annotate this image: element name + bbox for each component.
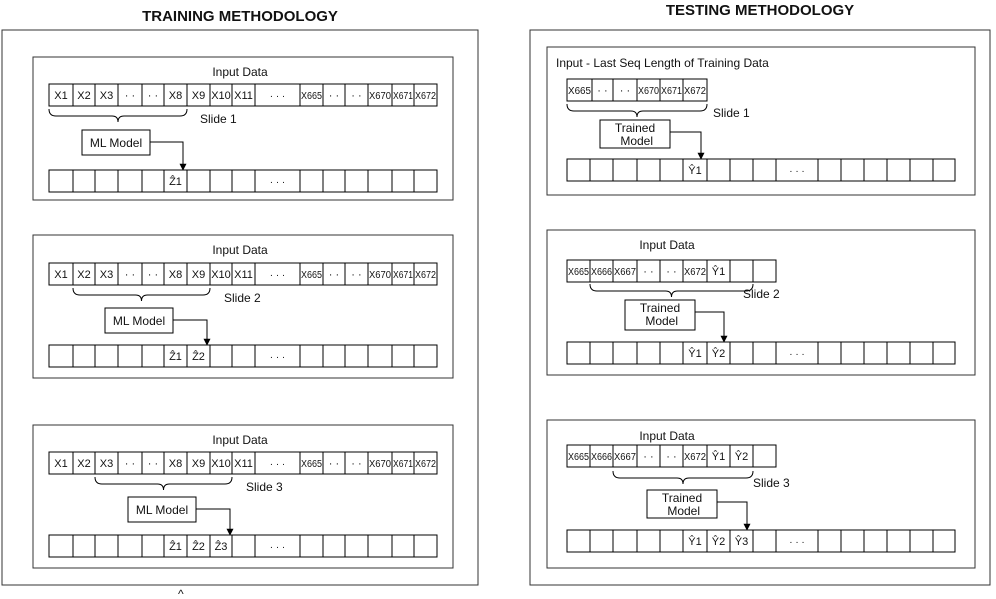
sequence-cell bbox=[142, 535, 164, 557]
sequence-cell bbox=[323, 535, 345, 557]
sequence-cell bbox=[95, 345, 118, 367]
cell-label: X2 bbox=[77, 90, 91, 102]
prediction-arrow bbox=[150, 142, 183, 170]
sequence-cell bbox=[392, 170, 414, 192]
cell-label: X9 bbox=[191, 269, 206, 281]
sequence-cell bbox=[323, 170, 345, 192]
prediction-arrow bbox=[173, 320, 207, 345]
cell-label: X670 bbox=[638, 86, 660, 97]
sequence-cell bbox=[590, 159, 613, 181]
cell-label: X671 bbox=[393, 270, 414, 281]
cell-label: X665 bbox=[301, 91, 323, 102]
cell-label: · · bbox=[328, 269, 340, 281]
cell-label: X665 bbox=[568, 267, 590, 278]
sequence-cell bbox=[818, 159, 841, 181]
sequence-cell bbox=[910, 530, 933, 552]
sequence-cell bbox=[910, 342, 933, 364]
sequence-cell bbox=[730, 260, 753, 282]
sequence-cell bbox=[613, 159, 637, 181]
cell-label: X3 bbox=[99, 90, 114, 102]
cell-label: X3 bbox=[99, 458, 114, 470]
cell-label: · · bbox=[643, 451, 654, 463]
cell-label: X8 bbox=[168, 458, 183, 470]
sequence-cell bbox=[753, 342, 776, 364]
sequence-cell bbox=[613, 530, 637, 552]
window-brace bbox=[590, 284, 753, 297]
sequence-cell bbox=[864, 159, 887, 181]
window-brace bbox=[95, 477, 232, 490]
cell-label: X672 bbox=[415, 459, 437, 470]
sequence-cell bbox=[210, 345, 232, 367]
cell-label: X8 bbox=[168, 90, 183, 102]
sequence-cell bbox=[637, 530, 660, 552]
sequence-cell bbox=[613, 342, 637, 364]
training-frame bbox=[2, 30, 478, 585]
sequence-cell bbox=[637, 342, 660, 364]
cell-label: X672 bbox=[415, 91, 437, 102]
cell-label: X11 bbox=[234, 458, 253, 470]
cell-label: · · bbox=[147, 90, 159, 102]
cell-label: · · bbox=[666, 266, 677, 278]
cell-label: X2 bbox=[77, 458, 91, 470]
ml-model-label: ML Model bbox=[135, 503, 189, 517]
sequence-cell bbox=[933, 159, 955, 181]
sequence-cell bbox=[392, 345, 414, 367]
cell-label: · · bbox=[666, 451, 677, 463]
prediction-arrow bbox=[670, 132, 701, 159]
sequence-cell bbox=[841, 530, 864, 552]
sequence-cell bbox=[730, 159, 753, 181]
cell-label: Ẑ2 bbox=[192, 541, 205, 553]
cell-label: X665 bbox=[568, 452, 590, 463]
cell-label: X672 bbox=[684, 452, 707, 463]
cell-label: · · bbox=[124, 269, 136, 281]
output-sequence-row bbox=[567, 530, 955, 552]
cell-label: Ŷ1 bbox=[688, 536, 702, 548]
cell-label: · · bbox=[351, 269, 362, 281]
slide-label: Slide 2 bbox=[743, 287, 780, 301]
cell-label: · · bbox=[351, 458, 362, 470]
sequence-cell bbox=[118, 345, 142, 367]
cell-label: · · · bbox=[789, 349, 805, 360]
sequence-cell bbox=[660, 530, 683, 552]
sequence-cell bbox=[368, 170, 392, 192]
sequence-cell bbox=[841, 342, 864, 364]
cell-label: Ŷ1 bbox=[711, 266, 726, 278]
sequence-cell bbox=[345, 535, 368, 557]
cell-label: X667 bbox=[614, 452, 637, 463]
sequence-cell bbox=[368, 535, 392, 557]
sequence-cell bbox=[118, 170, 142, 192]
input-data-heading: Input Data bbox=[212, 243, 268, 257]
cell-label: · · bbox=[147, 269, 159, 281]
cell-label: X672 bbox=[684, 267, 707, 278]
cell-label: · · bbox=[124, 90, 136, 102]
window-brace bbox=[73, 288, 210, 301]
prediction-arrow bbox=[196, 509, 230, 535]
input-data-heading: Input Data bbox=[639, 429, 695, 443]
cell-label: X671 bbox=[393, 91, 414, 102]
cell-label: Ŷ3 bbox=[734, 536, 749, 548]
sequence-cell bbox=[841, 159, 864, 181]
training-title: TRAINING METHODOLOGY bbox=[142, 8, 338, 25]
slide-label: Slide 1 bbox=[200, 112, 237, 126]
sequence-cell bbox=[73, 170, 95, 192]
trained-model-label: Trained Model bbox=[661, 491, 703, 518]
cell-label: X10 bbox=[211, 269, 231, 281]
output-sequence-row bbox=[49, 345, 437, 367]
cell-label: X670 bbox=[369, 270, 392, 281]
cell-label: X665 bbox=[301, 459, 323, 470]
cell-label: Ŷ1 bbox=[688, 165, 702, 177]
cell-label: · · bbox=[328, 90, 340, 102]
footnote-caret: ^ bbox=[178, 587, 184, 599]
sequence-cell bbox=[345, 170, 368, 192]
input-sequence-row bbox=[567, 260, 776, 282]
input-sequence-row bbox=[49, 263, 437, 285]
ml-model-label: ML Model bbox=[112, 314, 166, 328]
cell-label: X670 bbox=[369, 91, 392, 102]
prediction-arrow bbox=[717, 502, 747, 530]
slide-label: Slide 3 bbox=[246, 480, 283, 494]
cell-label: Ŷ1 bbox=[688, 348, 702, 360]
sequence-cell bbox=[368, 345, 392, 367]
cell-label: X8 bbox=[168, 269, 183, 281]
cell-label: X665 bbox=[301, 270, 323, 281]
sequence-cell bbox=[567, 159, 590, 181]
sequence-cell bbox=[232, 170, 255, 192]
sequence-cell bbox=[73, 345, 95, 367]
input-sequence-row bbox=[567, 445, 776, 467]
sequence-cell bbox=[753, 260, 776, 282]
cell-label: X1 bbox=[54, 458, 68, 470]
cell-label: Ŷ2 bbox=[711, 536, 726, 548]
slide-label: Slide 2 bbox=[224, 291, 261, 305]
output-sequence-row bbox=[567, 159, 955, 181]
cell-label: X667 bbox=[614, 267, 637, 278]
sequence-cell bbox=[414, 345, 437, 367]
output-sequence-row bbox=[49, 535, 437, 557]
testing-title: TESTING METHODOLOGY bbox=[665, 2, 855, 19]
cell-label: · · bbox=[328, 458, 340, 470]
testing-frame bbox=[530, 30, 990, 585]
sequence-cell bbox=[414, 170, 437, 192]
cell-label: Ẑ1 bbox=[169, 541, 182, 553]
input-data-heading: Input Data bbox=[639, 238, 695, 252]
sequence-cell bbox=[414, 535, 437, 557]
sequence-cell bbox=[887, 159, 910, 181]
cell-label: Ẑ1 bbox=[169, 351, 182, 363]
cell-label: X1 bbox=[54, 269, 68, 281]
cell-label: X672 bbox=[415, 270, 437, 281]
sequence-cell bbox=[392, 535, 414, 557]
trained-model-label: Trained Model bbox=[614, 121, 656, 148]
sequence-cell bbox=[933, 342, 955, 364]
input-sequence-row bbox=[49, 452, 437, 474]
sequence-cell bbox=[730, 342, 753, 364]
cell-label: · · bbox=[619, 85, 631, 97]
cell-label: · · · bbox=[269, 542, 286, 553]
cell-label: X11 bbox=[234, 90, 253, 102]
sequence-cell bbox=[345, 345, 368, 367]
slide-label: Slide 3 bbox=[753, 476, 790, 490]
sequence-cell bbox=[49, 535, 73, 557]
sequence-cell bbox=[864, 342, 887, 364]
cell-label: · · · bbox=[269, 352, 286, 363]
cell-label: X9 bbox=[191, 90, 206, 102]
sequence-cell bbox=[232, 345, 255, 367]
cell-label: X9 bbox=[191, 458, 206, 470]
sequence-cell bbox=[118, 535, 142, 557]
sequence-cell bbox=[818, 530, 841, 552]
cell-label: · · bbox=[351, 90, 362, 102]
sequence-cell bbox=[210, 170, 232, 192]
cell-label: Ẑ2 bbox=[192, 351, 205, 363]
sequence-cell bbox=[187, 170, 210, 192]
cell-label: · · bbox=[147, 458, 159, 470]
sequence-cell bbox=[707, 159, 730, 181]
sequence-cell bbox=[753, 445, 776, 467]
sequence-cell bbox=[933, 530, 955, 552]
cell-label: X3 bbox=[99, 269, 114, 281]
cell-label: Ŷ1 bbox=[711, 451, 726, 463]
sequence-cell bbox=[95, 535, 118, 557]
sequence-cell bbox=[142, 345, 164, 367]
sequence-cell bbox=[864, 530, 887, 552]
cell-label: Ẑ3 bbox=[214, 541, 228, 553]
trained-model-label: Trained Model bbox=[639, 301, 681, 328]
ml-model-label: ML Model bbox=[89, 136, 143, 150]
cell-label: Ŷ2 bbox=[734, 451, 749, 463]
cell-label: · · · bbox=[789, 166, 805, 177]
sequence-cell bbox=[818, 342, 841, 364]
sequence-cell bbox=[590, 530, 613, 552]
input-sequence-row bbox=[49, 84, 437, 106]
cell-label: · · · bbox=[269, 177, 286, 188]
input-sequence-row bbox=[567, 79, 707, 101]
cell-label: X671 bbox=[393, 459, 414, 470]
sequence-cell bbox=[753, 530, 776, 552]
sequence-cell bbox=[660, 342, 683, 364]
sequence-cell bbox=[887, 342, 910, 364]
sequence-cell bbox=[887, 530, 910, 552]
cell-label: · · · bbox=[269, 459, 286, 470]
sequence-cell bbox=[49, 170, 73, 192]
sequence-cell bbox=[590, 342, 613, 364]
sequence-cell bbox=[49, 345, 73, 367]
cell-label: X666 bbox=[591, 267, 613, 278]
cell-label: · · · bbox=[789, 537, 805, 548]
sequence-cell bbox=[660, 159, 683, 181]
input-data-heading: Input Data bbox=[212, 65, 268, 79]
sequence-cell bbox=[300, 535, 323, 557]
sequence-cell bbox=[142, 170, 164, 192]
cell-label: X672 bbox=[684, 86, 707, 97]
cell-label: X10 bbox=[211, 458, 231, 470]
sequence-cell bbox=[753, 159, 776, 181]
cell-label: X666 bbox=[591, 452, 613, 463]
sequence-cell bbox=[73, 535, 95, 557]
sequence-cell bbox=[95, 170, 118, 192]
sequence-cell bbox=[323, 345, 345, 367]
sequence-cell bbox=[232, 535, 255, 557]
sequence-cell bbox=[300, 170, 323, 192]
slide-label: Slide 1 bbox=[713, 106, 750, 120]
sequence-cell bbox=[567, 530, 590, 552]
sequence-cell bbox=[567, 342, 590, 364]
cell-label: X665 bbox=[568, 86, 592, 97]
cell-label: X11 bbox=[234, 269, 253, 281]
cell-label: X2 bbox=[77, 269, 91, 281]
sequence-cell bbox=[637, 159, 660, 181]
cell-label: · · · bbox=[269, 270, 286, 281]
cell-label: X671 bbox=[661, 86, 683, 97]
cell-label: · · bbox=[643, 266, 654, 278]
window-brace bbox=[613, 471, 753, 484]
output-sequence-row bbox=[567, 342, 955, 364]
sequence-cell bbox=[910, 159, 933, 181]
window-brace bbox=[567, 104, 707, 117]
cell-label: · · bbox=[597, 85, 608, 97]
cell-label: Ŷ2 bbox=[711, 348, 726, 360]
cell-label: · · bbox=[124, 458, 136, 470]
output-sequence-row bbox=[49, 170, 437, 192]
cell-label: X1 bbox=[54, 90, 68, 102]
prediction-arrow bbox=[695, 312, 724, 342]
cell-label: Ẑ1 bbox=[169, 176, 182, 188]
input-data-heading: Input Data bbox=[212, 433, 268, 447]
window-brace bbox=[49, 109, 187, 122]
cell-label: X10 bbox=[211, 90, 231, 102]
cell-label: · · · bbox=[269, 91, 286, 102]
sequence-cell bbox=[300, 345, 323, 367]
cell-label: X670 bbox=[369, 459, 392, 470]
input-data-heading: Input - Last Seq Length of Training Data bbox=[556, 56, 769, 70]
